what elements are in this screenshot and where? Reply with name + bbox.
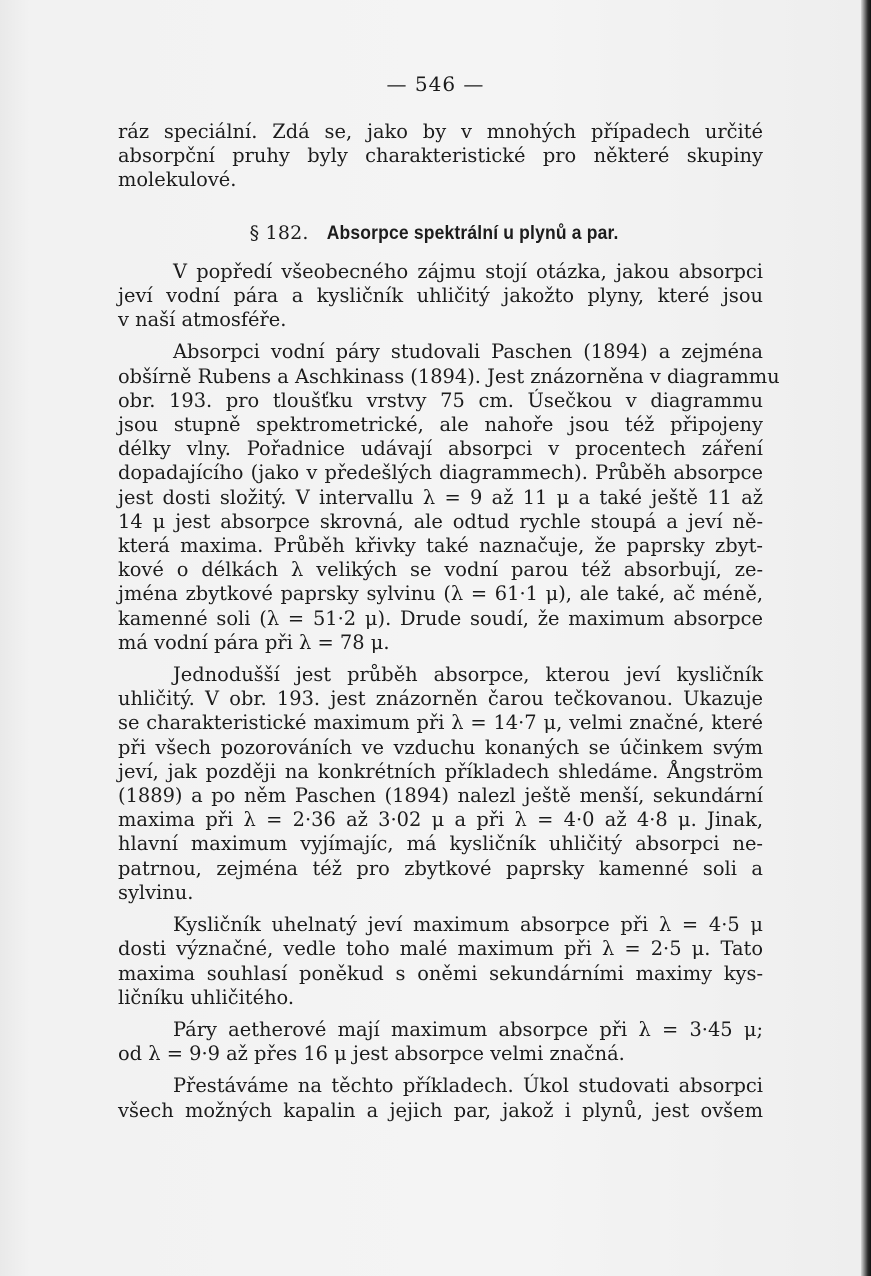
paragraph-6 <box>118 1074 763 1122</box>
text-line: Páry aetherové mají maximum absorpce při λ = 3·45 μ; <box>173 1017 763 1041</box>
page-number: — 546 — <box>386 72 485 96</box>
paragraph-4 <box>118 913 763 1010</box>
text-line: patrnou, zejména též pro zbytkové paprsky kamenné soli a <box>118 856 763 880</box>
intro-paragraph <box>118 120 763 193</box>
text-line: dosti význačné, vedle toho malé maximum při λ = 2·5 μ. Tato <box>118 937 763 961</box>
text-line: maxima při λ = 2·36 až 3·02 μ a při λ = 4·0 až 4·8 μ. Jinak, <box>118 808 763 832</box>
paragraph-3 <box>118 663 763 905</box>
text-line: délky vlny. Pořadnice udávají absorpci v procentech záření <box>118 437 763 461</box>
text-line: uhličitý. V obr. 193. jest znázorněn čarou tečkovanou. Ukazuje <box>118 687 763 711</box>
text-line: obr. 193. pro tloušťku vrstvy 75 cm. Úsečkou v diagrammu <box>118 388 763 412</box>
paragraph-2 <box>118 340 780 655</box>
text-line: jména zbytkové paprsky sylvinu (λ = 61·1 μ), ale také, ač méně, <box>118 582 763 606</box>
text-line: absorpční pruhy byly charakteristické pro některé skupiny <box>118 144 763 168</box>
text-line: obšírně Rubens a Aschkinass (1894). Jest znázorněna v diagrammu <box>118 364 780 388</box>
text-line: molekulové. <box>118 168 237 192</box>
text-line: jsou stupně spektrometrické, ale nahoře jsou též připojeny <box>118 413 763 437</box>
section-number: § 182. <box>249 221 309 244</box>
text-line: 14 μ jest absorpce skrovná, ale odtud rychle stoupá a jeví ně- <box>118 509 763 533</box>
text-line: v naší atmosféře. <box>118 308 287 332</box>
text-line: Absorpci vodní páry studovali Paschen (1894) a zejména <box>173 340 763 364</box>
text-line: hlavní maximum vyjímajíc, má kysličník uhličitý absorpci ne- <box>118 832 763 856</box>
text-line: jest dosti složitý. V intervallu λ = 9 až 11 μ a také ještě 11 až <box>118 485 763 509</box>
text-line: sylvinu. <box>118 880 194 904</box>
text-line: kamenné soli (λ = 51·2 μ). Drude soudí, že maximum absorpce <box>118 606 763 630</box>
text-line: V popředí všeobecného zájmu stojí otázka, jakou absorpci <box>173 259 763 283</box>
text-line: jeví, jak později na konkrétních příkladech shledáme. Ångström <box>118 759 763 783</box>
text-line: od λ = 9·9 až přes 16 μ jest absorpce velmi značná. <box>118 1042 625 1066</box>
text-line: ličníku uhličitého. <box>118 985 295 1009</box>
section-title: Absorpce spektrální u plynů a par. <box>326 222 619 244</box>
body-text <box>118 120 780 1123</box>
text-line: při všech pozorováních ve vzduchu konaných se účinkem svým <box>118 735 763 759</box>
text-line: dopadajícího (jako v předešlých diagrammech). Průběh absorpce <box>118 461 763 485</box>
text-line: všech možných kapalin a jejich par, jakož i plynů, jest ovšem <box>118 1098 763 1122</box>
text-line: se charakteristické maximum při λ = 14·7 μ, velmi značné, které <box>118 711 763 735</box>
text-line: Jednodušší jest průběh absorpce, kterou jeví kysličník <box>173 663 763 687</box>
page-edge-shadow <box>861 0 871 1276</box>
text-line: (1889) a po něm Paschen (1894) nalezl ještě menší, sekundární <box>118 784 763 808</box>
section-heading <box>118 221 763 246</box>
paragraph-1 <box>118 260 763 333</box>
text-line: kové o délkách λ velikých se vodní parou též absorbují, ze- <box>118 558 763 582</box>
text-line: jeví vodní pára a kysličník uhličitý jakožto plyny, které jsou <box>118 284 763 308</box>
text-line: ráz speciální. Zdá se, jako by v mnohých případech určité <box>118 120 763 143</box>
text-line: maxima souhlasí poněkud s oněmi sekundárními maximy kys- <box>118 961 763 985</box>
text-line: má vodní pára při λ = 78 μ. <box>118 630 390 654</box>
paragraph-5 <box>118 1018 763 1066</box>
text-line: která maxima. Průběh křivky také naznačuje, že paprsky zbyt- <box>118 534 763 558</box>
text-line: Kysličník uhelnatý jeví maximum absorpce při λ = 4·5 μ <box>173 913 763 937</box>
text-line: Přestáváme na těchto příkladech. Úkol studovati absorpci <box>173 1074 763 1098</box>
